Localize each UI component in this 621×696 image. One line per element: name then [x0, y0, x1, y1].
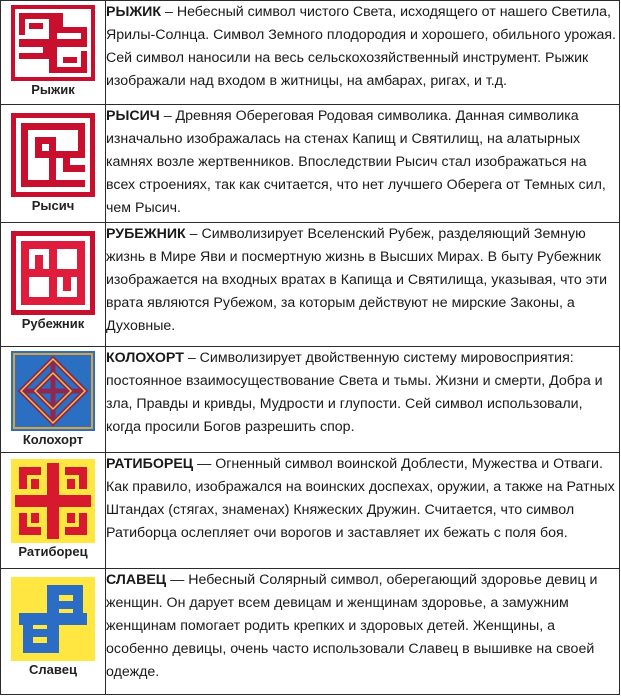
symbol-description [106, 453, 619, 545]
description-cell [106, 1, 620, 105]
symbol-caption: Рысич [31, 198, 75, 213]
table-row [1, 453, 620, 569]
symbol-text: — Огненный символ воинской Доблести, Мужества и Отваги. Как правило, изображался на воинских доспехах, оружии, а также на Ратных Штандах (стягах, знаменах) Княжеских Дружин. Считается, что символ Ратиборца ослепляет очи ворогов и заставляет их бежать с поля боя. [106, 456, 615, 541]
rubezhnik-symbol-icon [11, 231, 95, 315]
icon-cell [1, 105, 106, 223]
icon-cell [1, 453, 106, 569]
icon-cell [1, 223, 106, 347]
symbol-text: — Небесный Солярный символ, оберегающий здоровье девиц и женщин. Он дарует всем девицам и женщинам здоровье, а замужним женщинам помогает родить крепких и здоровых детей. Женщины, а особенно девицы, очень часто использовали Славец в вышивке на своей одежде. [106, 572, 598, 680]
rysich-symbol-icon [11, 113, 95, 197]
symbol-text: – Небесный символ чистого Света, исходящего от нашего Светила, Ярилы-Солнца. Символ Земного плодородия и хорошего, обильного урожая. Сей символ наносили на весь сельскохозяйственный инструмент. Рыжик изображали над входом в житницы, на амбарах, ригах, и т.д. [106, 4, 616, 89]
symbol-name: РЫЖИК [106, 4, 162, 20]
symbol-text: – Символизирует двойственную систему мировосприятия: постоянное взаимосуществование Света и тьмы. Жизни и смерти, Добра и зла, Правды и кривды, Мудрости и глупости. Сей символ использовали, когда просили Богов разрешить спор. [106, 350, 603, 435]
symbol-caption: Славец [29, 662, 77, 677]
icon-cell [1, 1, 106, 105]
symbol-description [106, 569, 619, 684]
table-row [1, 347, 620, 453]
table-row [1, 223, 620, 347]
symbol-name: СЛАВЕЦ [106, 572, 167, 588]
symbol-caption: Ратиборец [18, 544, 88, 559]
description-cell [106, 569, 620, 695]
ryzhik-symbol-icon [11, 5, 95, 81]
kolokhort-symbol-icon [11, 351, 95, 431]
symbol-name: РАТИБОРЕЦ [106, 456, 194, 472]
description-cell [106, 105, 620, 223]
symbol-description [106, 223, 619, 338]
ratiborets-symbol-icon [11, 459, 95, 543]
table-row [1, 569, 620, 695]
symbol-caption: Колохорт [22, 432, 84, 447]
symbol-text: – Древняя Обереговая Родовая символика. Данная символика изначально изображалась на стенах Капищ и Святилищ, на алатырных камнях возле жертвенников. Впоследствии Рысич стал изображаться на всех строениях, так как считается, что нет лучшего Оберега от Темных сил, чем Рысич. [106, 108, 606, 216]
icon-cell [1, 569, 106, 695]
slavets-symbol-icon [11, 577, 95, 661]
table-row [1, 1, 620, 105]
description-cell [106, 223, 620, 347]
symbol-caption: Рыжик [31, 82, 75, 97]
icon-cell [1, 347, 106, 453]
symbol-text: – Символизирует Вселенский Рубеж, разделяющий Земную жизнь в Мире Яви и посмертную жизнь в Высших Мирах. В быту Рубежник изображается на входных вратах в Капища и Святилища, указывая, что эти врата являются Рубежом, за которым действуют не мирские Законы, а Духовные. [106, 226, 608, 334]
symbol-description [106, 1, 619, 93]
symbol-name: РУБЕЖНИК [106, 226, 186, 242]
symbol-name: КОЛОХОРТ [106, 350, 184, 366]
description-cell [106, 453, 620, 569]
symbol-description [106, 347, 619, 439]
table-row [1, 105, 620, 223]
symbol-description [106, 105, 619, 220]
symbol-caption: Рубежник [21, 316, 85, 331]
description-cell [106, 347, 620, 453]
symbol-name: РЫСИЧ [106, 108, 160, 124]
